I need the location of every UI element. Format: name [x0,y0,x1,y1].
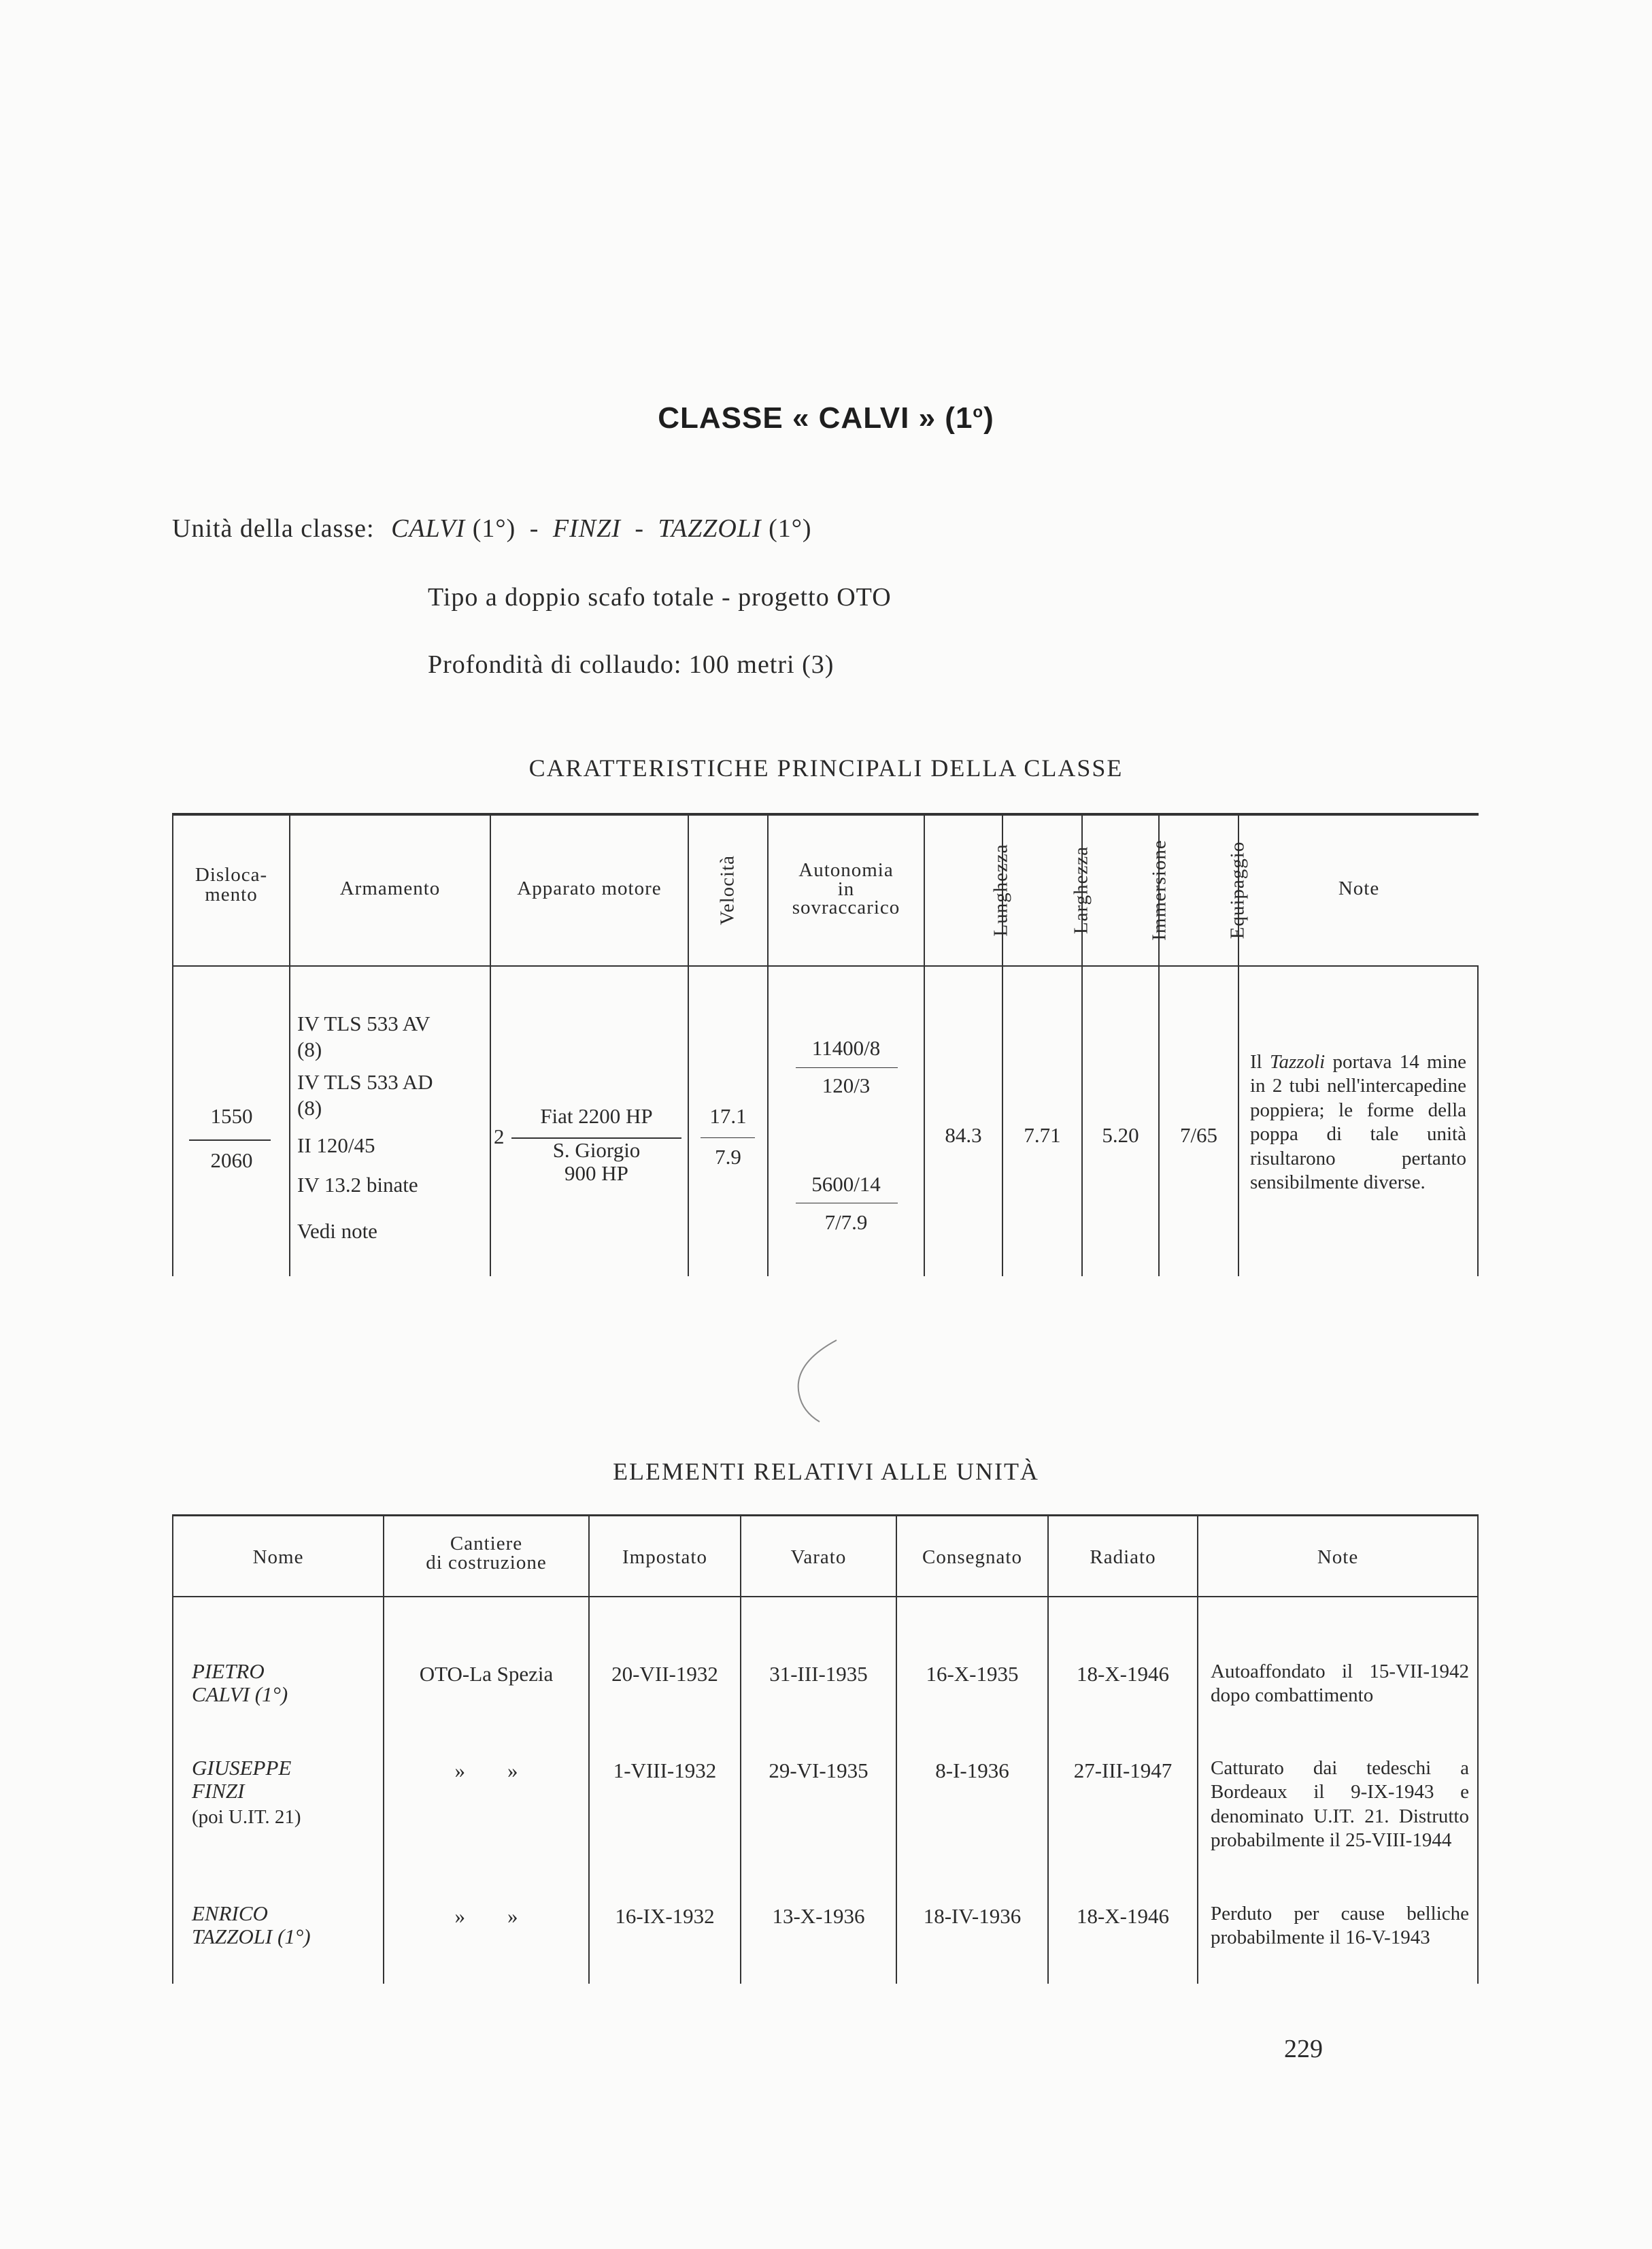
unit-stricken: 27-III-1947 [1073,1759,1173,1782]
armament-list [297,1010,433,1246]
armament-item: Vedi note [297,1219,377,1244]
draft-value: 5.20 [1102,1123,1139,1147]
unit-name: GIUSEPPE FINZI [192,1756,292,1803]
depth-line: Profondità di collaudo: 100 metri (3) [428,650,835,679]
header-engine: Apparato motore [517,878,662,899]
armament-item: IV 13.2 binate [297,1173,418,1197]
header-launched: Varato [790,1546,847,1568]
header-yard: Cantiere di costruzione [426,1533,547,1573]
range-submerged-1: 5600/14 [811,1172,881,1196]
speed-submerged: 7.9 [715,1145,741,1169]
unit-notes: Perduto per cause belliche probabilmente il 16-V-1943 [1211,1903,1469,1949]
page-number: 229 [1284,2035,1323,2063]
unit-yard: » » [454,1759,518,1782]
unit-yard: » » [454,1904,518,1928]
crew-value: 7/65 [1179,1123,1218,1147]
unit-laid: 16-IX-1932 [615,1904,715,1928]
armament-item: IV TLS 533 AD [297,1069,433,1094]
unit-delivered: 18-IV-1936 [923,1904,1022,1928]
engine-electric: S. Giorgio 900 HP [552,1138,641,1186]
header-beam: Larghezza [1070,846,1092,935]
header-armament: Armamento [339,878,441,899]
beam-value: 7.71 [1024,1123,1061,1147]
type-line: Tipo a doppio scafo totale - progetto OTO [428,583,892,612]
page-title: CLASSE « CALVI » (1$^o$) [658,401,994,435]
unit-delivered: 8-I-1936 [935,1759,1009,1782]
elements-header-rule [172,1596,1479,1597]
header-range: Autonomia in sovraccarico [792,859,900,919]
header-crew: Equipaggio [1226,841,1249,939]
table-header-rule [172,965,1479,967]
unit-laid: 1-VIII-1932 [613,1759,717,1782]
unit-calvi: CALVI [391,514,466,543]
elements-top-rule [172,1514,1479,1516]
elements-caption: ELEMENTI RELATIVI ALLE UNITÀ [613,1458,1039,1485]
header-displacement: Disloca- mento [195,864,268,905]
header-notes: Note [1338,878,1380,899]
header-draft: Immersione [1148,839,1170,941]
characteristics-caption: CARATTERISTICHE PRINCIPALI DELLA CLASSE [528,754,1124,782]
header-notes-units: Note [1317,1546,1359,1568]
range-submerged-2: 7/7.9 [824,1210,868,1234]
speed-surfaced: 17.1 [709,1104,747,1128]
displacement-submerged: 2060 [210,1148,253,1172]
length-value: 84.3 [945,1123,982,1147]
unit-stricken: 18-X-1946 [1076,1904,1170,1928]
armament-item: II 120/45 [297,1133,375,1158]
unit-launched: 29-VI-1935 [769,1759,869,1782]
engine-diesel: Fiat 2200 HP [540,1104,653,1128]
unit-laid: 20-VII-1932 [611,1662,718,1686]
range-surfaced-2: 120/3 [822,1073,871,1097]
unit-launched: 31-III-1935 [769,1662,868,1686]
unit-launched: 13-X-1936 [772,1904,865,1928]
armament-item: IV TLS 533 AV [297,1012,431,1035]
unit-finzi: FINZI [552,514,621,543]
unit-notes: Catturato dai tedeschi a Bordeaux il 9-IX-1943 e denominato U.IT. 21. Distrutto probabilmente il 25-VIII-1944 [1211,1757,1469,1852]
unit-notes: Autoaffondato il 15-VII-1942 dopo combattimento [1211,1661,1469,1707]
header-speed: Velocità [716,855,739,926]
header-stricken: Radiato [1090,1546,1156,1568]
unit-tazzoli: TAZZOLI [658,514,762,543]
table-top-rule [172,813,1479,816]
header-name: Nome [252,1546,304,1568]
units-line: Unità della classe: CALVI (1°) - FINZI - TAZZOLI (1°) [172,514,812,543]
unit-name: PIETRO CALVI (1°) [192,1659,288,1707]
class-notes: Il Tazzoli portava 14 mine in 2 tubi nell'intercapedine poppiera; le forme della poppa di tale unità risultarono pertanto sensibilmente diverse. [1250,1051,1466,1193]
unit-stricken: 18-X-1946 [1076,1662,1170,1686]
armament-item: (8) [297,1037,322,1061]
displacement-surfaced: 1550 [210,1104,253,1128]
unit-name-extra: (poi U.IT. 21) [192,1806,301,1828]
header-laid: Impostato [622,1546,707,1568]
header-delivered: Consegnato [922,1546,1022,1568]
decorative-bracket-mark [789,1337,843,1425]
header-length: Lunghezza [990,844,1012,937]
range-surfaced-1: 11400/8 [811,1036,881,1060]
engine-count: 2 [494,1124,505,1148]
unit-yard: OTO-La Spezia [419,1662,554,1686]
unit-name: ENRICO TAZZOLI (1°) [192,1901,311,1949]
units-label: Unità della classe: [172,514,375,543]
armament-item: (8) [297,1095,322,1120]
unit-delivered: 16-X-1935 [926,1662,1019,1686]
